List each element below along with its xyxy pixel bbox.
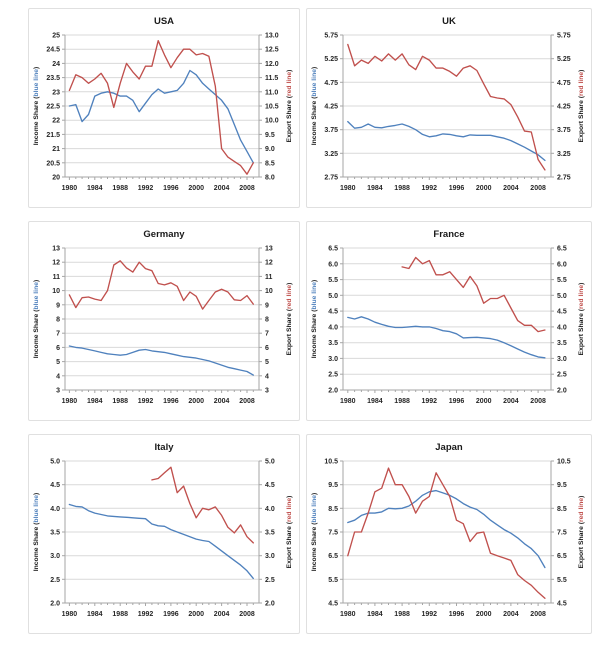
right-axis-tick-label: 6.5 bbox=[557, 245, 567, 253]
left-axis-tick-label: 6 bbox=[56, 344, 60, 352]
x-axis-tick-label: 1980 bbox=[340, 185, 356, 192]
left-axis-tick-label: 2.0 bbox=[50, 600, 60, 608]
y-axis-label-left: Income Share (blue line) bbox=[311, 492, 318, 572]
right-axis-tick-label: 2.5 bbox=[557, 371, 567, 379]
left-axis-tick-label: 5 bbox=[56, 359, 60, 367]
left-axis-tick-label: 4.75 bbox=[324, 79, 338, 87]
right-axis-tick-label: 5.0 bbox=[265, 458, 275, 466]
x-axis-tick-label: 1988 bbox=[394, 398, 410, 405]
right-axis-tick-label: 4.25 bbox=[557, 103, 571, 111]
chart-title: USA bbox=[153, 16, 175, 27]
left-axis-tick-label: 5.5 bbox=[328, 576, 338, 584]
x-axis-tick-label: 1988 bbox=[112, 398, 128, 405]
right-axis-tick-label: 6 bbox=[265, 344, 269, 352]
x-axis-tick-label: 1996 bbox=[448, 185, 465, 192]
left-axis-tick-label: 3.5 bbox=[328, 340, 338, 348]
y-axis-label-right: Export Share (red line) bbox=[286, 495, 293, 569]
x-axis-tick-label: 2008 bbox=[239, 398, 255, 405]
y-axis-label-right: Export Share (red line) bbox=[578, 282, 585, 356]
right-axis-tick-label: 9 bbox=[265, 302, 269, 310]
left-axis-tick-label: 4.0 bbox=[50, 505, 60, 513]
right-axis-tick-label: 5.75 bbox=[557, 32, 571, 40]
gridlines bbox=[343, 461, 551, 603]
x-tick-labels bbox=[340, 611, 546, 618]
left-axis-tick-label: 11 bbox=[52, 273, 60, 281]
left-axis-tick-label: 2.75 bbox=[324, 174, 338, 182]
x-axis-tick-label: 1984 bbox=[87, 398, 103, 405]
chart-canvas-uk bbox=[307, 9, 591, 207]
left-axis-tick-label: 3 bbox=[56, 387, 60, 395]
left-axis-tick-label: 2.5 bbox=[50, 576, 60, 584]
income-share-line bbox=[69, 505, 253, 579]
right-axis-tick-label: 3.75 bbox=[557, 127, 571, 135]
chart-title: Japan bbox=[435, 442, 463, 453]
right-axis-tick-label: 9.5 bbox=[265, 131, 275, 139]
axes bbox=[62, 35, 262, 180]
left-axis-tick-label: 4.5 bbox=[328, 308, 338, 316]
left-axis-tick-label: 6.5 bbox=[328, 245, 338, 253]
right-axis-tick-label: 8.0 bbox=[265, 174, 275, 182]
x-axis-tick-label: 1980 bbox=[340, 611, 356, 618]
left-axis-tick-label: 13 bbox=[52, 245, 60, 253]
left-axis-tick-label: 3.25 bbox=[324, 150, 338, 158]
right-axis-tick-label: 5.5 bbox=[557, 576, 567, 584]
right-axis-tick-label: 2.0 bbox=[557, 387, 567, 395]
left-axis-tick-label: 6.0 bbox=[328, 261, 338, 269]
gridlines bbox=[65, 248, 259, 390]
x-axis-tick-label: 2000 bbox=[188, 185, 204, 192]
x-axis-tick-label: 1980 bbox=[61, 185, 78, 192]
x-axis-tick-label: 1980 bbox=[340, 398, 356, 405]
x-axis-tick-label: 1984 bbox=[87, 611, 103, 618]
x-axis-tick-label: 2004 bbox=[503, 185, 519, 192]
right-axis-tick-label: 3.5 bbox=[265, 529, 275, 537]
left-axis-tick-label: 3.75 bbox=[324, 127, 338, 135]
y-axis-label-right: Export Share (red line) bbox=[286, 69, 293, 143]
right-axis-tick-label: 11.0 bbox=[265, 89, 279, 97]
left-axis-tick-label: 10 bbox=[52, 288, 60, 296]
x-axis-tick-label: 1992 bbox=[137, 611, 154, 618]
x-axis-tick-label: 1992 bbox=[421, 185, 438, 192]
right-axis-tick-label: 5.25 bbox=[557, 56, 571, 64]
x-axis-tick-label: 2000 bbox=[475, 398, 492, 405]
left-axis-tick-label: 4.5 bbox=[50, 482, 60, 490]
x-axis-tick-label: 1984 bbox=[367, 398, 383, 405]
right-axis-tick-label: 5.5 bbox=[557, 277, 567, 285]
chart-canvas-germany bbox=[29, 222, 299, 420]
left-axis-tick-label: 25 bbox=[52, 32, 60, 40]
chart-canvas-usa bbox=[29, 9, 299, 207]
left-axis-tick-label: 5.5 bbox=[328, 277, 338, 285]
right-axis-tick-label: 2.0 bbox=[265, 600, 275, 608]
charts-grid bbox=[28, 8, 592, 634]
y-axis-label-right: Export Share (red line) bbox=[286, 282, 293, 356]
x-tick-labels bbox=[340, 398, 546, 405]
x-axis-tick-label: 1980 bbox=[61, 398, 78, 405]
right-axis-tick-label: 9.5 bbox=[557, 482, 567, 490]
income-share-line bbox=[348, 317, 545, 358]
export-share-line bbox=[348, 468, 545, 598]
left-axis-tick-label: 20 bbox=[52, 174, 60, 182]
left-axis-tick-label: 7.5 bbox=[328, 529, 338, 537]
chart-title: France bbox=[433, 229, 465, 240]
right-axis-tick-label: 6.5 bbox=[557, 553, 567, 561]
right-axis-tick-label: 6.0 bbox=[557, 261, 567, 269]
right-axis-tick-label: 11 bbox=[265, 273, 273, 281]
x-axis-tick-label: 1992 bbox=[137, 185, 154, 192]
right-axis-tick-label: 4 bbox=[265, 373, 269, 381]
x-axis-tick-label: 2000 bbox=[188, 611, 204, 618]
x-axis-tick-label: 2000 bbox=[188, 398, 204, 405]
left-axis-tick-label: 8 bbox=[56, 316, 60, 324]
chart-panel-france bbox=[306, 221, 592, 421]
left-axis-tick-label: 4.0 bbox=[328, 324, 338, 332]
left-axis-tick-label: 6.5 bbox=[328, 553, 338, 561]
left-axis-tick-label: 12 bbox=[52, 259, 60, 267]
right-axis-tick-label: 12.5 bbox=[265, 46, 279, 54]
left-axis-tick-label: 24 bbox=[52, 60, 60, 68]
x-axis-tick-label: 1996 bbox=[448, 398, 465, 405]
x-axis-tick-label: 2004 bbox=[503, 611, 519, 618]
income-share-line bbox=[348, 122, 545, 161]
y-tick-labels bbox=[328, 246, 567, 395]
y-axis-label-right: Export Share (red line) bbox=[578, 495, 585, 569]
left-axis-tick-label: 3.0 bbox=[328, 355, 338, 363]
x-axis-tick-label: 2004 bbox=[213, 185, 230, 192]
y-tick-labels bbox=[46, 33, 278, 182]
left-axis-tick-label: 5.0 bbox=[328, 292, 338, 300]
x-axis-tick-label: 1992 bbox=[137, 398, 154, 405]
left-axis-tick-label: 9.5 bbox=[328, 482, 338, 490]
x-tick-labels bbox=[62, 185, 255, 192]
right-axis-tick-label: 2.75 bbox=[557, 174, 571, 182]
left-axis-tick-label: 4.5 bbox=[328, 600, 338, 608]
y-axis-label-left: Income Share (blue line) bbox=[311, 66, 318, 146]
right-axis-tick-label: 4.5 bbox=[557, 600, 567, 608]
left-axis-tick-label: 3.5 bbox=[50, 529, 60, 537]
chart-canvas-france bbox=[307, 222, 591, 420]
left-axis-tick-label: 21 bbox=[52, 146, 60, 154]
chart-title: UK bbox=[442, 16, 456, 27]
left-axis-tick-label: 10.5 bbox=[324, 458, 338, 466]
right-axis-tick-label: 13 bbox=[265, 245, 273, 253]
right-axis-tick-label: 5.0 bbox=[557, 292, 567, 300]
right-axis-tick-label: 12 bbox=[265, 259, 273, 267]
chart-canvas-japan bbox=[307, 435, 591, 633]
right-axis-tick-label: 9.0 bbox=[265, 146, 275, 154]
y-tick-labels bbox=[52, 246, 273, 395]
left-axis-tick-label: 8.5 bbox=[328, 505, 338, 513]
x-axis-tick-label: 1984 bbox=[367, 185, 383, 192]
left-axis-tick-label: 5.75 bbox=[324, 32, 338, 40]
x-axis-tick-label: 1984 bbox=[87, 185, 103, 192]
x-axis-tick-label: 2000 bbox=[475, 185, 492, 192]
gridlines bbox=[65, 35, 259, 177]
x-axis-tick-label: 2004 bbox=[213, 398, 230, 405]
income-share-line bbox=[69, 346, 253, 375]
y-axis-label-left: Income Share (blue line) bbox=[33, 66, 40, 146]
chart-title: Germany bbox=[143, 229, 185, 240]
right-axis-tick-label: 10.0 bbox=[265, 117, 279, 125]
left-axis-tick-label: 3.0 bbox=[50, 553, 60, 561]
x-axis-tick-label: 1988 bbox=[394, 185, 410, 192]
right-axis-tick-label: 4.0 bbox=[265, 505, 275, 513]
x-axis-tick-label: 1988 bbox=[112, 611, 128, 618]
left-axis-tick-label: 20.5 bbox=[46, 160, 60, 168]
x-axis-tick-label: 1980 bbox=[61, 611, 78, 618]
export-share-line bbox=[348, 45, 545, 170]
right-axis-tick-label: 10 bbox=[265, 288, 273, 296]
right-axis-tick-label: 8 bbox=[265, 316, 269, 324]
right-axis-tick-label: 3.0 bbox=[265, 553, 275, 561]
right-axis-tick-label: 11.5 bbox=[265, 75, 279, 83]
right-axis-tick-label: 4.75 bbox=[557, 79, 571, 87]
x-axis-tick-label: 1988 bbox=[112, 185, 128, 192]
left-axis-tick-label: 24.5 bbox=[46, 46, 60, 54]
x-axis-tick-label: 2004 bbox=[213, 611, 230, 618]
right-axis-tick-label: 4.5 bbox=[265, 482, 275, 490]
x-axis-tick-label: 1988 bbox=[394, 611, 410, 618]
x-axis-tick-label: 1992 bbox=[421, 611, 438, 618]
right-axis-tick-label: 13.0 bbox=[265, 32, 279, 40]
chart-title: Italy bbox=[154, 442, 174, 453]
right-axis-tick-label: 3 bbox=[265, 387, 269, 395]
right-axis-tick-label: 3.5 bbox=[557, 340, 567, 348]
axes bbox=[62, 248, 262, 393]
left-axis-tick-label: 21.5 bbox=[46, 131, 60, 139]
left-axis-tick-label: 5.0 bbox=[50, 458, 60, 466]
x-tick-labels bbox=[62, 611, 255, 618]
left-axis-tick-label: 22.5 bbox=[46, 103, 60, 111]
y-tick-labels bbox=[324, 459, 570, 608]
x-axis-tick-label: 2008 bbox=[530, 611, 546, 618]
axes bbox=[340, 461, 554, 606]
left-axis-tick-label: 4 bbox=[56, 373, 60, 381]
export-share-line bbox=[402, 258, 545, 332]
chart-panel-uk bbox=[306, 8, 592, 208]
right-axis-tick-label: 10.5 bbox=[265, 103, 279, 111]
x-axis-tick-label: 1996 bbox=[163, 185, 179, 192]
axes bbox=[62, 461, 262, 606]
x-axis-tick-label: 1984 bbox=[367, 611, 383, 618]
left-axis-tick-label: 23.5 bbox=[46, 75, 60, 83]
left-axis-tick-label: 7 bbox=[56, 330, 60, 338]
y-tick-labels bbox=[324, 33, 570, 182]
left-axis-tick-label: 4.25 bbox=[324, 103, 338, 111]
x-tick-labels bbox=[62, 398, 255, 405]
chart-panel-germany bbox=[28, 221, 300, 421]
x-axis-tick-label: 1996 bbox=[163, 398, 179, 405]
left-axis-tick-label: 2.5 bbox=[328, 371, 338, 379]
y-axis-label-left: Income Share (blue line) bbox=[311, 279, 318, 359]
x-axis-tick-label: 1996 bbox=[163, 611, 179, 618]
x-axis-tick-label: 2008 bbox=[239, 611, 255, 618]
y-axis-label-left: Income Share (blue line) bbox=[33, 279, 40, 359]
y-axis-label-right: Export Share (red line) bbox=[578, 69, 585, 143]
chart-canvas-italy bbox=[29, 435, 299, 633]
x-axis-tick-label: 2004 bbox=[503, 398, 519, 405]
x-axis-tick-label: 2000 bbox=[475, 611, 492, 618]
right-axis-tick-label: 4.5 bbox=[557, 308, 567, 316]
x-axis-tick-label: 2008 bbox=[239, 185, 255, 192]
axes bbox=[340, 35, 554, 180]
right-axis-tick-label: 12.0 bbox=[265, 60, 279, 68]
chart-panel-usa bbox=[28, 8, 300, 208]
right-axis-tick-label: 5 bbox=[265, 359, 269, 367]
export-share-line bbox=[69, 261, 253, 309]
y-tick-labels bbox=[50, 459, 275, 608]
y-axis-label-left: Income Share (blue line) bbox=[33, 492, 40, 572]
gridlines bbox=[343, 248, 551, 390]
left-axis-tick-label: 22 bbox=[52, 117, 60, 125]
right-axis-tick-label: 2.5 bbox=[265, 576, 275, 584]
gridlines bbox=[65, 461, 259, 603]
right-axis-tick-label: 4.0 bbox=[557, 324, 567, 332]
right-axis-tick-label: 10.5 bbox=[557, 458, 571, 466]
x-axis-tick-label: 2008 bbox=[530, 185, 546, 192]
x-axis-tick-label: 1996 bbox=[448, 611, 465, 618]
chart-panel-japan bbox=[306, 434, 592, 634]
right-axis-tick-label: 7 bbox=[265, 330, 269, 338]
left-axis-tick-label: 23 bbox=[52, 89, 60, 97]
x-axis-tick-label: 1992 bbox=[421, 398, 438, 405]
right-axis-tick-label: 8.5 bbox=[265, 160, 275, 168]
right-axis-tick-label: 3.25 bbox=[557, 150, 571, 158]
left-axis-tick-label: 5.25 bbox=[324, 56, 338, 64]
x-tick-labels bbox=[340, 185, 546, 192]
x-axis-tick-label: 2008 bbox=[530, 398, 546, 405]
right-axis-tick-label: 3.0 bbox=[557, 355, 567, 363]
export-share-line bbox=[69, 41, 253, 175]
right-axis-tick-label: 8.5 bbox=[557, 505, 567, 513]
left-axis-tick-label: 9 bbox=[56, 302, 60, 310]
chart-panel-italy bbox=[28, 434, 300, 634]
right-axis-tick-label: 7.5 bbox=[557, 529, 567, 537]
left-axis-tick-label: 2.0 bbox=[328, 387, 338, 395]
